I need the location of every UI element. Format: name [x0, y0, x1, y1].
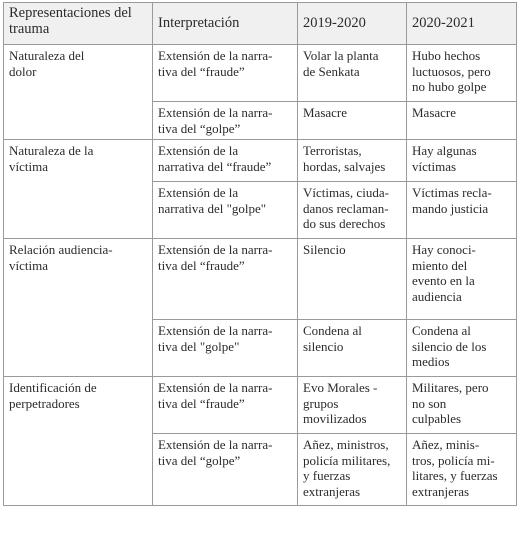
interpretation-cell: Extensión de la narra- tiva del “fraude” — [153, 239, 298, 320]
interpretation-cell: Extensión de la narra- tiva del “golpe” — [153, 102, 298, 140]
cell-2020-2021: Añez, minis- tros, policía mi- litares, y fuerzas extranjeras — [407, 434, 517, 506]
cell-2019-2020: Condena al silencio — [298, 320, 407, 377]
header-2020-2021: 2020-2021 — [407, 3, 517, 45]
cell-2020-2021: Hay algunas víctimas — [407, 140, 517, 182]
cell-2019-2020: Terroristas, hordas, salvajes — [298, 140, 407, 182]
trauma-representations-table — [3, 2, 517, 506]
table-row — [4, 140, 517, 182]
cell-2020-2021: Hubo hechos luctuosos, pero no hubo golpe — [407, 45, 517, 102]
header-interpretacion: Interpretación — [153, 3, 298, 45]
cell-2019-2020: Añez, ministros, policía militares, y fuerzas extranjeras — [298, 434, 407, 506]
interpretation-cell: Extensión de la narra- tiva del “golpe” — [153, 434, 298, 506]
cell-2019-2020: Volar la planta de Senkata — [298, 45, 407, 102]
interpretation-cell: Extensión de la narra- tiva del “fraude” — [153, 45, 298, 102]
table-row — [4, 377, 517, 434]
header-representaciones: Representaciones del trauma — [4, 3, 153, 45]
cell-2019-2020: Evo Morales - grupos movilizados — [298, 377, 407, 434]
cell-2019-2020: Víctimas, ciuda- danos reclaman- do sus derechos — [298, 182, 407, 239]
interpretation-cell: Extensión de la narrativa del “fraude” — [153, 140, 298, 182]
header-2019-2020: 2019-2020 — [298, 3, 407, 45]
interpretation-cell: Extensión de la narra- tiva del “fraude” — [153, 377, 298, 434]
cell-2020-2021: Víctimas recla- mando justicia — [407, 182, 517, 239]
interpretation-cell: Extensión de la narra- tiva del "golpe" — [153, 320, 298, 377]
table-header-row — [4, 3, 517, 45]
cell-2020-2021: Masacre — [407, 102, 517, 140]
cell-2020-2021: Hay conoci- miento del evento en la audiencia — [407, 239, 517, 320]
cell-2019-2020: Masacre — [298, 102, 407, 140]
interpretation-cell: Extensión de la narrativa del "golpe" — [153, 182, 298, 239]
row-category-naturaleza-victima: Naturaleza de la víctima — [4, 140, 153, 239]
table-row — [4, 45, 517, 102]
row-category-identificacion-perpetradores: Identificación de perpetradores — [4, 377, 153, 506]
cell-2019-2020: Silencio — [298, 239, 407, 320]
row-category-naturaleza-dolor: Naturaleza del dolor — [4, 45, 153, 140]
cell-2020-2021: Militares, pero no son culpables — [407, 377, 517, 434]
cell-2020-2021: Condena al silencio de los medios — [407, 320, 517, 377]
row-category-relacion-audiencia: Relación audiencia- víctima — [4, 239, 153, 377]
table-row — [4, 239, 517, 320]
